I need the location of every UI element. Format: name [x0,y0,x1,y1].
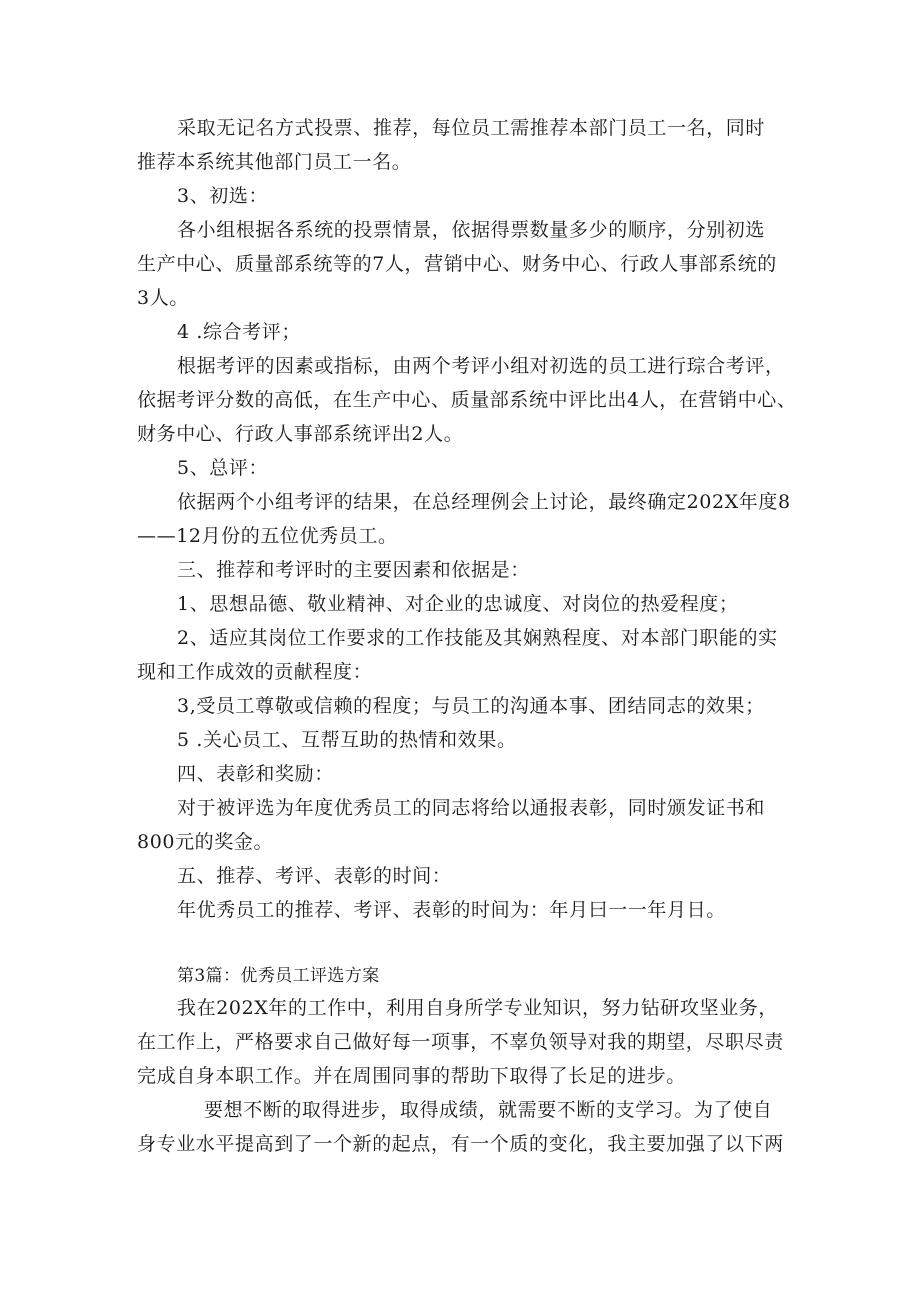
text-line: 在工作上，严格要求自己做好每一项事，不辜负领导对我的期望，尽职尽责 [137,1031,784,1053]
text-line: 年优秀员工的推荐、考评、表彰的时间为：年月曰一一年月日。 [177,899,726,921]
text-line: ——12月份的五位优秀员工。 [137,525,398,547]
text-line: 800元的奖金。 [137,831,274,853]
text-line: 要想不断的取得进步，取得成绩，就需要不断的支学习。为了使自 [204,1099,773,1121]
section-title: 第3篇：优秀员工评选方案 [177,966,380,986]
text-line: 3人。 [137,287,189,309]
text-line: 身专业水平提高到了一个新的起点，有一个质的变化，我主要加强了以下两 [137,1133,784,1155]
text-line: 四、表彰和奖励： [177,763,334,785]
text-line: 对于被评选为年度优秀员工的同志将给以通报表彰，同时颁发证书和 [177,797,766,819]
text-line: 2、适应其岗位工作要求的工作技能及其娴熟程度、对本部门职能的实 [177,627,778,649]
text-line: 采取无记名方式投票、推荐，每位员工需推荐本部门员工一名，同时 [177,117,766,139]
text-line: 推荐本系统其他部门员工一名。 [137,151,412,173]
text-line: 依据两个小组考评的结果，在总经理例会上讨论，最终确定202X年度8 [177,491,791,513]
text-line: 依据考评分数的高低，在生产中心、质量部系统中评比出4人，在营销中心、 [137,389,797,411]
text-line: 各小组根据各系统的投票情景，依据得票数量多少的顺序，分别初选 [177,219,766,241]
text-line: 3、初选： [177,185,269,207]
text-line: 我在202X年的工作中，利用自身所学专业知识，努力钻研攻坚业务， [177,997,778,1019]
text-line: 4 .综合考评； [177,321,301,343]
text-line: 3,受员工尊敬或信赖的程度；与员工的沟通本事、团结同志的效果； [177,695,765,717]
text-line: 根据考评的因素或指标，由两个考评小组对初选的员工进行琮合考评， [177,355,785,377]
text-line: 1、思想品德、敬业精神、对企业的忠诚度、对岗位的热爱程度； [177,593,739,615]
text-line: 5 .关心员工、互帮互助的热情和效果。 [177,729,517,751]
text-line: 完成自身本职工作。并在周围同事的帮助下取得了长足的进步。 [137,1065,686,1087]
text-line: 财务中心、行政人事部系统评出2人。 [137,423,464,445]
text-line: 生产中心、质量部系统等的7人，营销中心、财务中心、行政人事部系统的 [137,253,777,275]
text-line: 五、推荐、考评、表彰的时间： [177,865,452,887]
text-line: 现和工作成效的贡献程度： [137,661,373,683]
text-line: 三、推荐和考评时的主要因素和依据是： [177,559,530,581]
text-line: 5、总评： [177,457,269,479]
